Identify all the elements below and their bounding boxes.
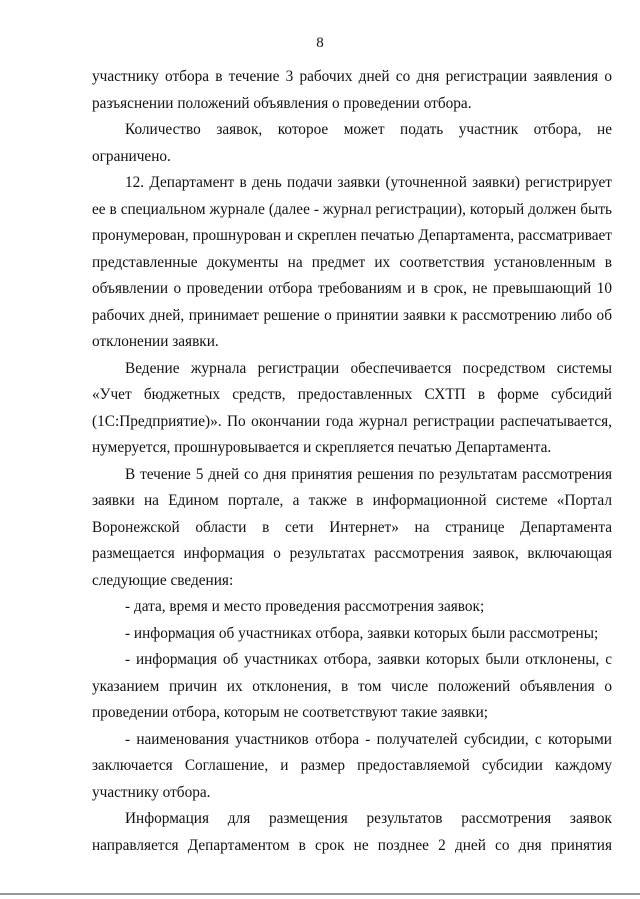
page-number: 8 bbox=[316, 35, 324, 51]
paragraph-6: Информация для размещения результатов рассмотрения заявок направляется Департаментом в срок не позднее 2 дней со дня принятия bbox=[92, 810, 612, 854]
bottom-edge-line bbox=[0, 893, 640, 895]
list-item-1: - дата, время и место проведения рассмотрения заявок; bbox=[125, 598, 485, 615]
list-item-3: - информация об участниках отбора, заявки которых были отклонены, с указанием причин их отклонения, в том числе положений объявления о проведении отбора, которым не соответствуют такие заявки; bbox=[92, 651, 612, 721]
list-item-2: - информация об участниках отбора, заявки которых были рассмотрены; bbox=[125, 624, 599, 642]
paragraph-1: участнику отбора в течение 3 рабочих дней со дня регистрации заявления о разъяснении положений объявления о проведении отбора. bbox=[92, 68, 612, 112]
paragraph-5: В течение 5 дней со дня принятия решения по результатам рассмотрения заявки на Едином портале, а также в информационной системе «Портал Воронежской области в сети Интернет» на странице Департамента размещается информация о результатах рассмотрения заявок, включающая следующие сведения: bbox=[92, 465, 612, 589]
paragraph-2: Количество заявок, которое может подать участник отбора, не ограничено. bbox=[92, 121, 612, 165]
list-item-4: - наименования участников отбора - получателей субсидии, с которыми заключается Соглашение, и размер предоставляемой субсидии каждому участнику отбора. bbox=[92, 730, 612, 801]
document-body bbox=[92, 64, 612, 859]
paragraph-3: 12. Департамент в день подачи заявки (уточненной заявки) регистрирует ее в специальном журнале (далее - журнал регистрации), который должен быть пронумерован, прошнурован и скреплен печатью Департамента, рассматривает представленные документы на предмет их соответствия установленным в объявлении о проведении отбора требованиям и в срок, не превышающий 10 рабочих дней, принимает решение о принятии заявки к рассмотрению либо об отклонении заявки. bbox=[92, 174, 612, 350]
paragraph-4: Ведение журнала регистрации обеспечивается посредством системы «Учет бюджетных средств, предоставленных СХТП в форме субсидий (1С:Предприятие)». По окончании года журнал регистрации распечатывается, нумеруется, прошнуровывается и скрепляется печатью Департамента. bbox=[92, 359, 612, 456]
